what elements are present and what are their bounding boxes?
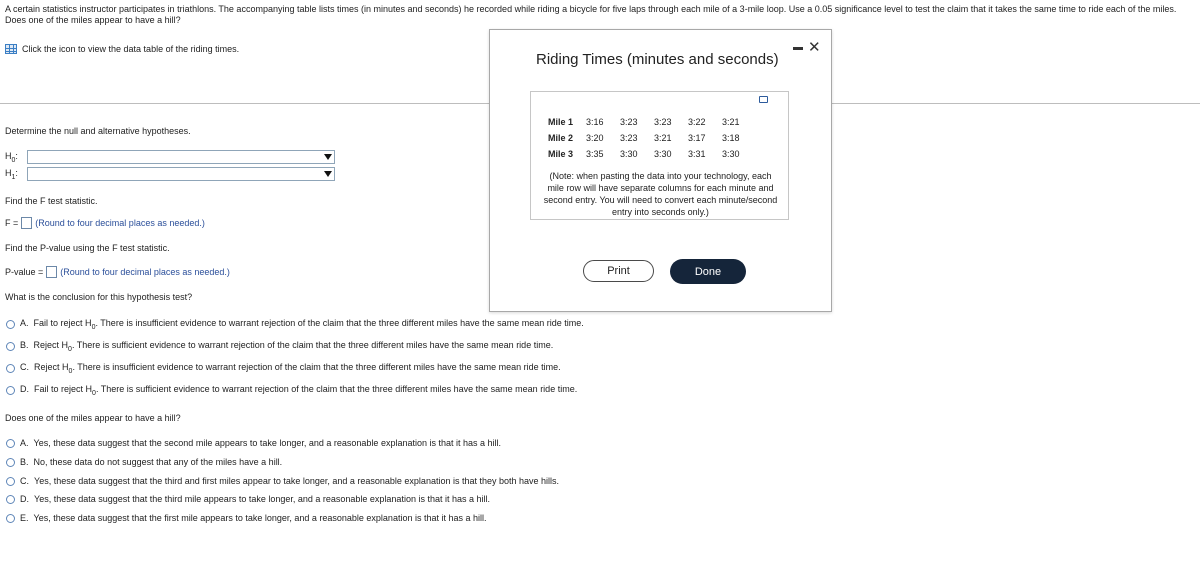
h1-row [5, 167, 335, 181]
radio-button[interactable] [6, 342, 15, 351]
p-value-label: P-value = [5, 267, 44, 277]
option-text: B. Reject $H_0$. There is sufficient evidence to warrant rejection of the claim that the three different miles have the same mean ride time. [20, 340, 554, 353]
table-cell: 3:30 [722, 149, 740, 159]
conclusion-option-d[interactable] [6, 384, 577, 397]
table-cell: 3:30 [620, 149, 638, 159]
h1-label: $H_1$: [5, 167, 18, 181]
f-stat-question: Find the F test statistic. [5, 196, 98, 206]
table-row [548, 130, 756, 146]
f-stat-label: F = [5, 218, 19, 228]
done-button[interactable]: Done [670, 259, 746, 284]
conclusion-option-c[interactable] [6, 362, 561, 375]
radio-button[interactable] [6, 477, 15, 486]
chevron-down-icon[interactable] [322, 151, 334, 163]
table-cell: 3:21 [722, 117, 740, 127]
option-text: C. Reject $H_0$. There is insufficient evidence to warrant rejection of the claim that the three different miles have the same mean ride time. [20, 362, 561, 375]
radio-button[interactable] [6, 495, 15, 504]
table-cell: 3:21 [654, 133, 672, 143]
option-text: E. Yes, these data suggest that the first mile appears to take longer, and a reasonable explanation is that it has a hill. [20, 513, 487, 523]
p-value-question: Find the P-value using the F test statistic. [5, 243, 170, 253]
conclusion-option-b[interactable] [6, 340, 553, 353]
paste-note: (Note: when pasting the data into your technology, each mile row will have separate columns for each minute and second entry. You will need to convert each minute/second entry into seconds only.) [543, 171, 778, 217]
data-panel [530, 91, 789, 220]
table-cell: 3:17 [688, 133, 706, 143]
option-text: B. No, these data do not suggest that any of the miles have a hill. [20, 457, 283, 467]
hypotheses-question: Determine the null and alternative hypotheses. [5, 126, 191, 136]
view-data-link-text: Click the icon to view the data table of the riding times. [22, 44, 240, 54]
dialog-title: Riding Times (minutes and seconds) [536, 51, 779, 68]
p-value-hint: (Round to four decimal places as needed.) [60, 267, 230, 277]
f-stat-input[interactable] [21, 217, 32, 229]
radio-button[interactable] [6, 458, 15, 467]
radio-button[interactable] [6, 386, 15, 395]
chevron-down-icon[interactable] [322, 168, 334, 180]
row-label: Mile 2 [548, 133, 574, 143]
option-text: A. Fail to reject $H_0$. There is insufficient evidence to warrant rejection of the claim that the three different miles have the same mean ride time. [20, 318, 584, 331]
table-cell: 3:20 [586, 133, 604, 143]
option-text: A. Yes, these data suggest that the second mile appears to take longer, and a reasonable explanation is that it has a hill. [20, 438, 502, 448]
radio-button[interactable] [6, 364, 15, 373]
option-text: D. Fail to reject $H_0$. There is sufficient evidence to warrant rejection of the claim that the three different miles have the same mean ride time. [20, 384, 578, 397]
question-prompt: A certain statistics instructor participates in triathlons. The accompanying table lists times (in minutes and seconds) he recorded while riding a bicycle for five laps through each mile of a 3-mile loop. Use a 0.05 significance level to test the claim that it takes the same time to ride each of the miles. Does one of the miles appear to have a hill? [5, 4, 1177, 25]
table-cell: 3:22 [688, 117, 706, 127]
h0-select[interactable] [27, 150, 335, 164]
p-value-row [5, 266, 230, 278]
hill-option-d[interactable] [6, 494, 490, 504]
hill-option-b[interactable] [6, 457, 282, 467]
hill-option-e[interactable] [6, 513, 487, 523]
p-value-input[interactable] [46, 266, 57, 278]
close-icon[interactable]: ✕ [808, 39, 821, 56]
option-text: D. Yes, these data suggest that the third mile appears to take longer, and a reasonable explanation is that it has a hill. [20, 494, 490, 504]
table-cell: 3:35 [586, 149, 604, 159]
table-cell: 3:16 [586, 117, 604, 127]
hill-option-c[interactable] [6, 476, 559, 486]
table-cell: 3:18 [722, 133, 740, 143]
radio-button[interactable] [6, 320, 15, 329]
print-button[interactable]: Print [583, 260, 654, 282]
f-stat-hint: (Round to four decimal places as needed.) [35, 218, 205, 228]
option-text: C. Yes, these data suggest that the third and first miles appear to take longer, and a reasonable explanation is that they both have hills. [20, 476, 560, 486]
row-label: Mile 1 [548, 117, 574, 127]
riding-times-table [548, 114, 756, 162]
riding-times-dialog [489, 29, 832, 312]
minimize-icon[interactable] [793, 47, 803, 50]
f-stat-row [5, 217, 205, 229]
conclusion-question: What is the conclusion for this hypothesis test? [5, 292, 193, 302]
h0-row [5, 150, 335, 164]
hill-option-a[interactable] [6, 438, 501, 448]
table-cell: 3:23 [620, 133, 638, 143]
table-cell: 3:23 [620, 117, 638, 127]
h1-select[interactable] [27, 167, 335, 181]
copy-icon[interactable] [759, 96, 768, 103]
h0-label: $H_0$: [5, 150, 18, 164]
radio-button[interactable] [6, 439, 15, 448]
table-cell: 3:31 [688, 149, 706, 159]
table-cell: 3:30 [654, 149, 672, 159]
row-label: Mile 3 [548, 149, 574, 159]
hill-question: Does one of the miles appear to have a hill? [5, 413, 181, 423]
data-table-icon[interactable] [5, 44, 17, 54]
table-row [548, 114, 756, 130]
table-row [548, 146, 756, 162]
view-data-link[interactable] [5, 44, 239, 54]
radio-button[interactable] [6, 514, 15, 523]
table-cell: 3:23 [654, 117, 672, 127]
conclusion-option-a[interactable] [6, 318, 584, 331]
